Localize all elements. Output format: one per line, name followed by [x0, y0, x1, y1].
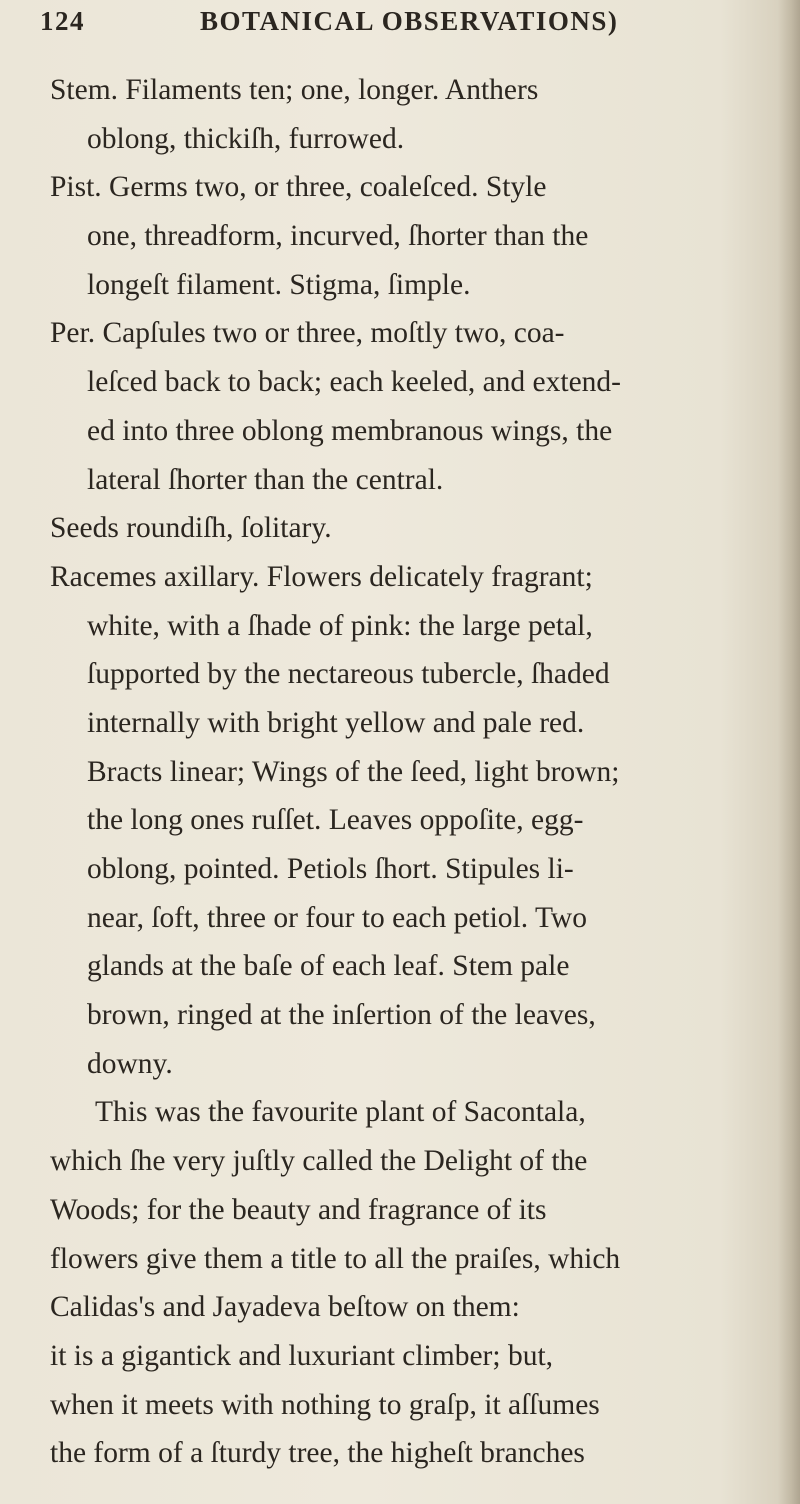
text-line: downy.	[87, 1047, 173, 1080]
text-line: one, threadform, incurved, ſhorter than the	[87, 220, 589, 253]
text-line: Pist. Germs two, or three, coaleſced. Style	[50, 171, 547, 204]
text-line: near, ſoft, three or four to each petiol. Two	[87, 901, 587, 934]
running-head	[40, 6, 660, 50]
text-line: Stem. Filaments ten; one, longer. Anthers	[50, 74, 539, 106]
text-line: Racemes axillary. Flowers delicately fragrant;	[50, 560, 593, 593]
text-line: the form of a ſturdy tree, the higheſt branches	[50, 1437, 585, 1470]
text-line: longeſt filament. Stigma, ſimple.	[87, 268, 471, 301]
text-line: internally with bright yellow and pale red.	[87, 706, 585, 739]
body-text	[50, 66, 770, 1478]
text-line: Seeds roundiſh, ſolitary.	[50, 512, 332, 545]
text-line: oblong, pointed. Petiols ſhort. Stipules li-	[87, 853, 574, 885]
text-line: Per. Capſules two or three, moſtly two, coa-	[50, 317, 565, 350]
text-line: Bracts linear; Wings of the ſeed, light brown;	[87, 755, 620, 788]
text-line: ed into three oblong membranous wings, the	[87, 414, 613, 447]
text-line: when it meets with nothing to graſp, it aſſumes	[50, 1388, 600, 1421]
text-line: leſced back to back; each keeled, and extend-	[87, 366, 621, 399]
running-title: BOTANICAL OBSERVATIONS)	[200, 6, 619, 36]
text-line: oblong, thickiſh, furrowed.	[87, 122, 405, 155]
text-line: This was the favourite plant of Sacontala,	[95, 1096, 586, 1129]
text-line: Calidas's and Jayadeva beſtow on them:	[50, 1291, 520, 1324]
text-line: white, with a ſhade of pink: the large petal,	[87, 609, 593, 642]
text-line: it is a gigantick and luxuriant climber; but,	[50, 1339, 554, 1372]
page-edge-shadow	[778, 0, 800, 1504]
text-line: ſupported by the nectareous tubercle, ſhaded	[87, 658, 610, 691]
text-line: brown, ringed at the inſertion of the leaves,	[87, 999, 596, 1032]
text-line: glands at the baſe of each leaf. Stem pale	[87, 950, 570, 983]
text-line: which ſhe very juſtly called the Delight of the	[50, 1145, 588, 1178]
text-line: flowers give them a title to all the praiſes, which	[50, 1242, 621, 1275]
text-line: lateral ſhorter than the central.	[87, 463, 444, 496]
page-number: 124	[40, 6, 85, 36]
text-line: Woods; for the beauty and fragrance of its	[50, 1193, 547, 1226]
text-line: the long ones ruſſet. Leaves oppoſite, egg-	[87, 804, 584, 837]
